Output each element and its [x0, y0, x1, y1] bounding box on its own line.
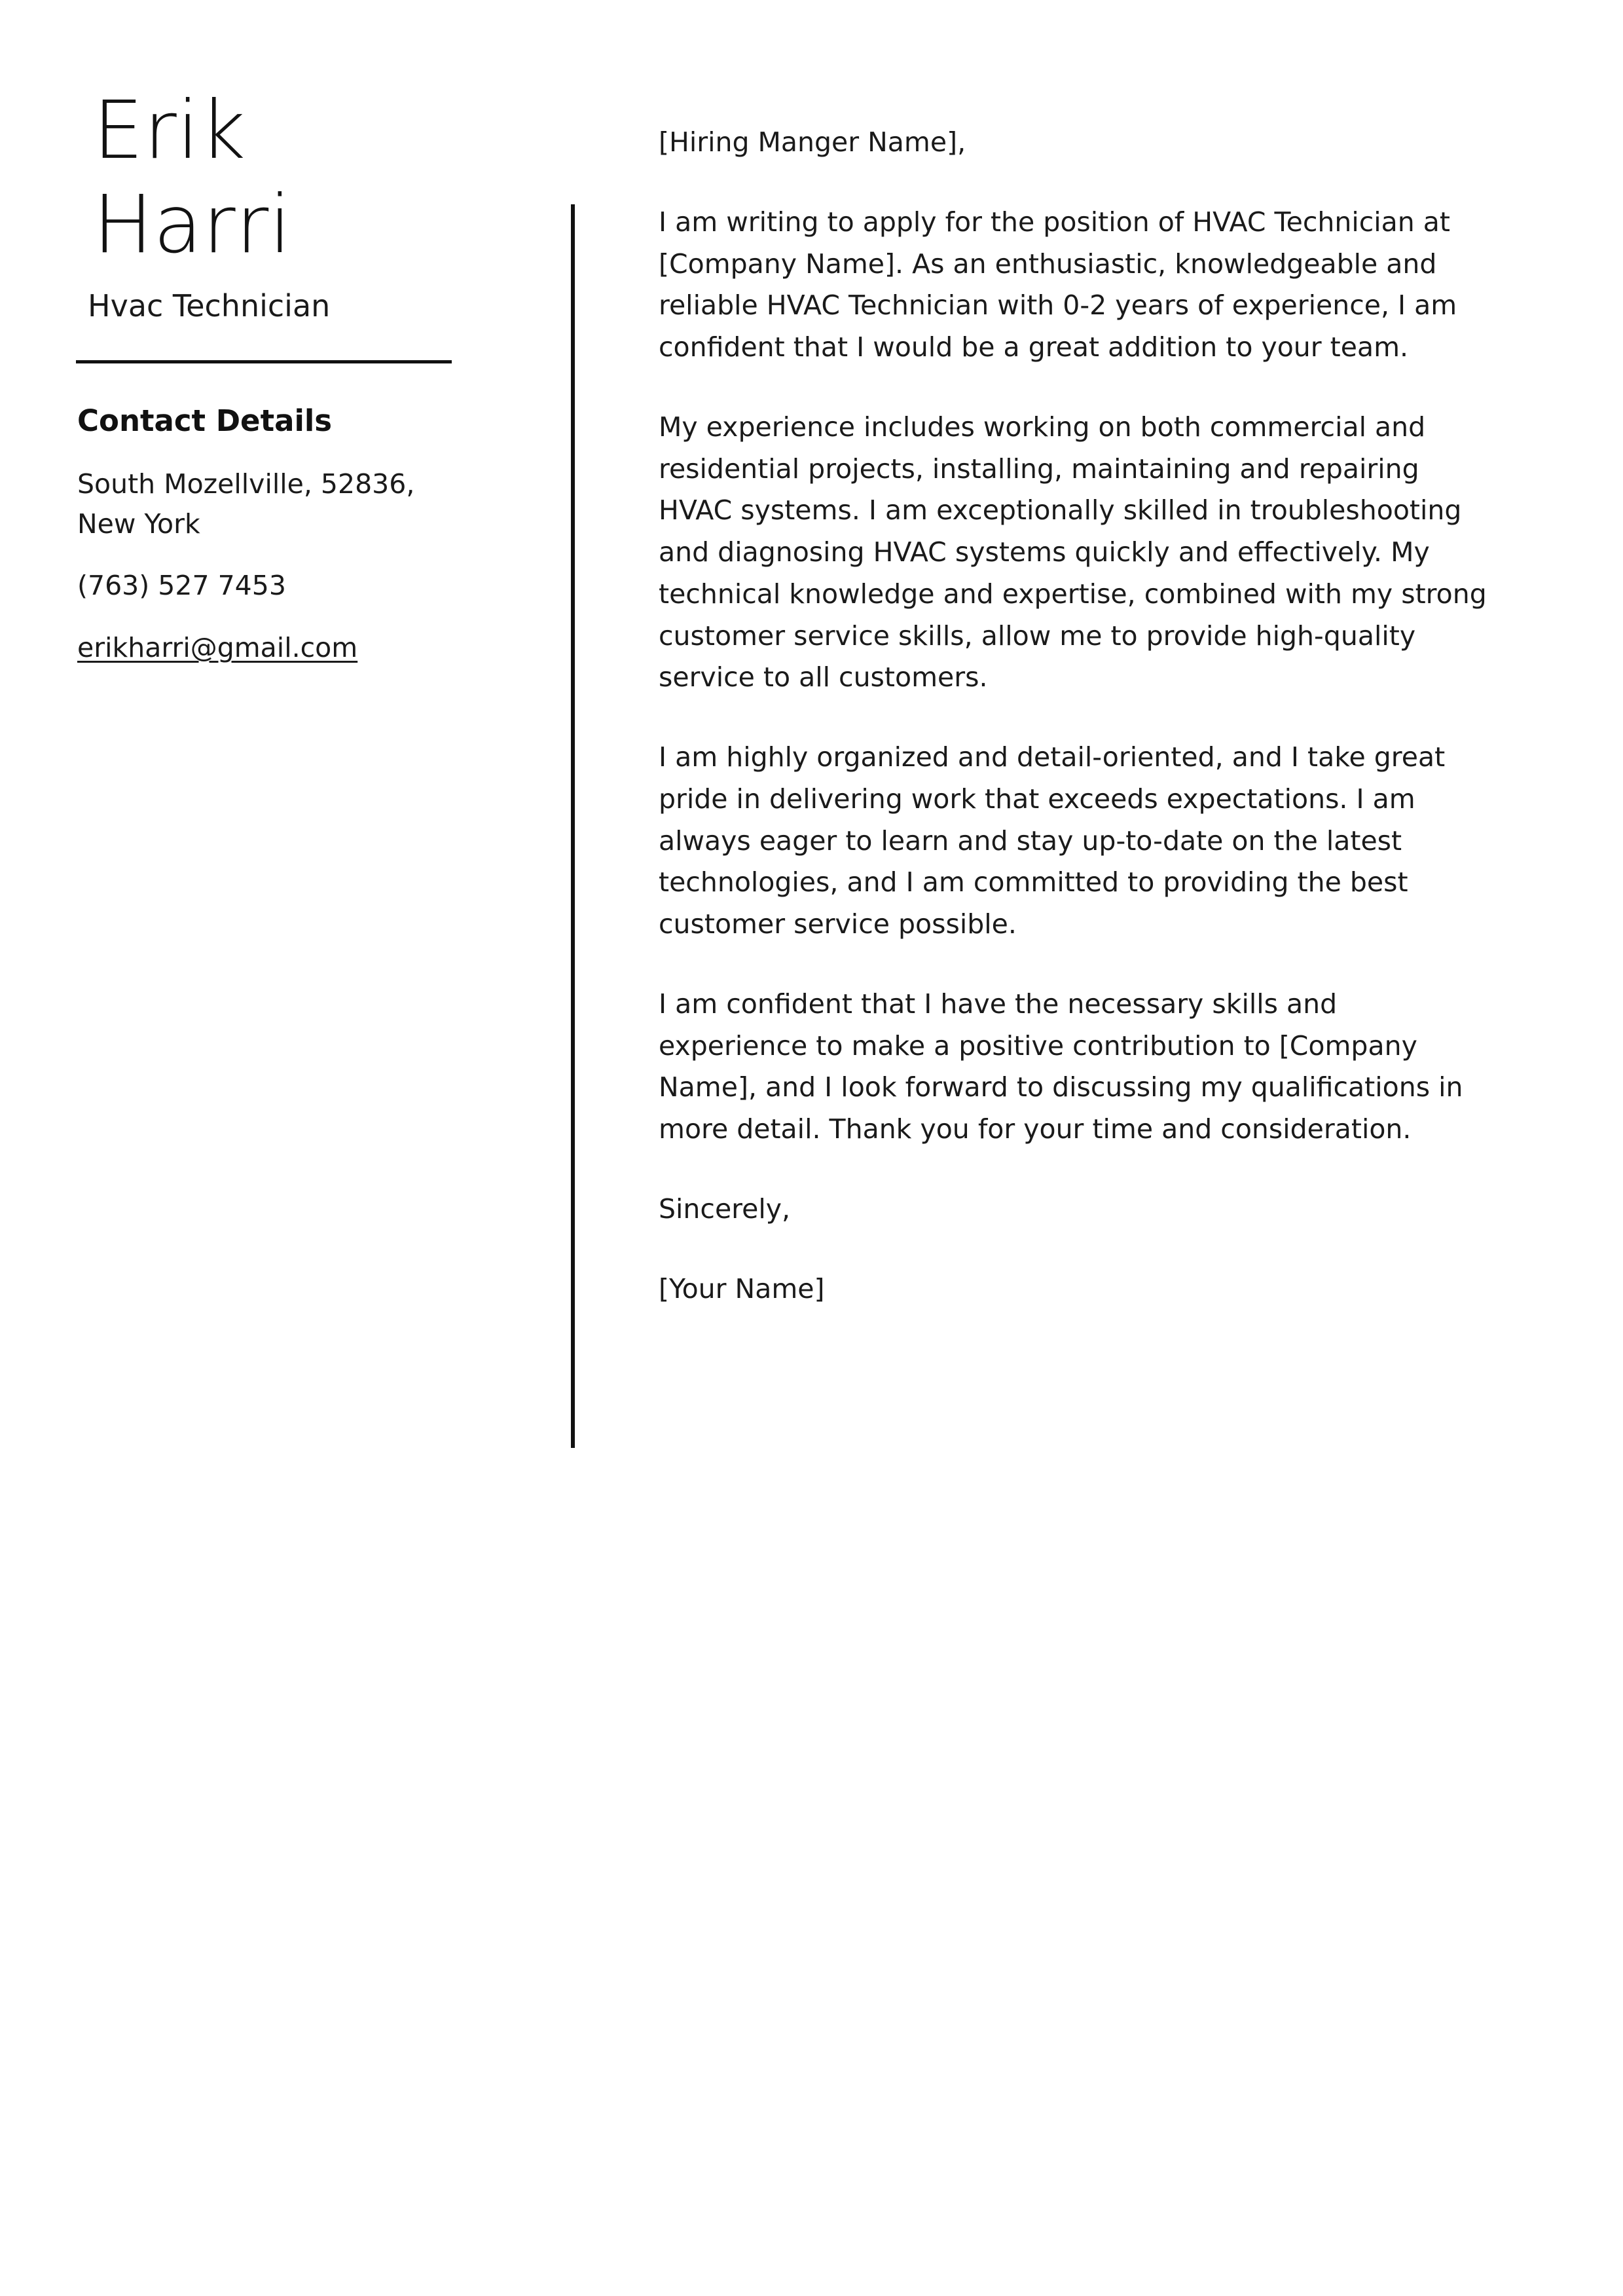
letter-closing: Sincerely, [659, 1193, 791, 1225]
last-name: Harri [93, 177, 292, 271]
letter-paragraph-1: I am writing to apply for the position of HVAC Technician at [Company Name]. As an enthusiastic, knowledgeable and reliable HVAC Technician with 0-2 years of experience, I am confident that I would be a great addition to your team. [659, 206, 1457, 363]
letter-paragraph-3: I am highly organized and detail-oriented, and I take great pride in delivering work that exceeds expectations. I am always eager to learn and stay up-to-date on the latest technologies, and I am committed to providing the best customer service possible. [659, 741, 1446, 940]
job-title: Hvac Technician [88, 287, 331, 324]
contact-email-link[interactable]: erikharri@gmail.com [77, 631, 358, 663]
contact-list [77, 464, 495, 668]
contact-address [77, 464, 495, 544]
letter-salutation: [Hiring Manger Name], [659, 126, 966, 158]
name-block [76, 0, 495, 272]
letter-body [659, 122, 1494, 1310]
contact-phone: (763) 527 7453 [77, 570, 286, 602]
letter-paragraph-2: My experience includes working on both commercial and residential projects, installing, maintaining and repairing HVAC systems. I am exceptionally skilled in troubleshooting and diagnosing HVAC systems quickly and effectively. My technical knowledge and expertise, combined with my strong customer service skills, allow me to provide high-quality service to all customers. [659, 411, 1487, 694]
address-line-1: South Mozellville, 52836, [77, 468, 415, 500]
sidebar [76, 0, 495, 668]
letter-signature: [Your Name] [659, 1272, 825, 1305]
column-divider [571, 204, 575, 1448]
letter-paragraph-4: I am confident that I have the necessary skills and experience to make a positive contribution to [Company Name], and I look forward to discussing my qualifications in more detail. Thank you for your time and consideration. [659, 988, 1463, 1145]
header-divider-rule [76, 360, 452, 363]
contact-email-row [77, 628, 495, 668]
first-name: Erik [93, 84, 246, 177]
contact-details-heading: Contact Details [77, 403, 333, 438]
address-line-2: New York [77, 508, 200, 540]
